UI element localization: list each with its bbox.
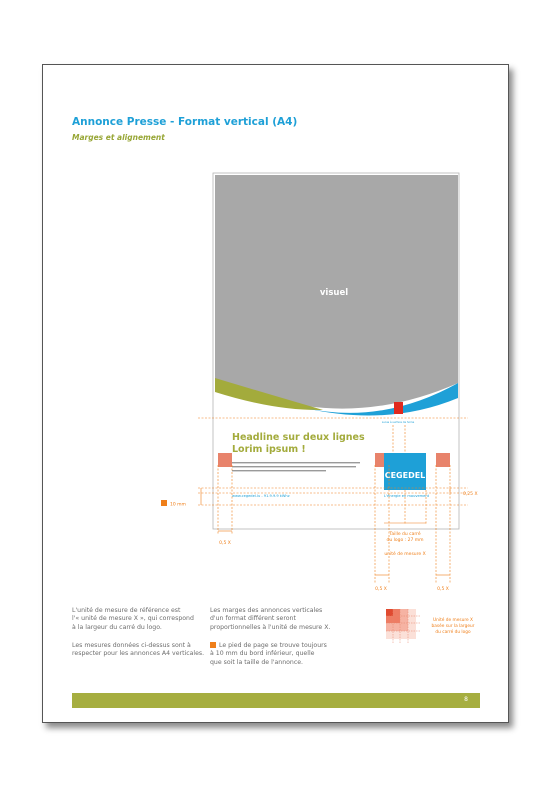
page-number: 8 — [464, 696, 468, 703]
taille-line1: Taille du carré — [389, 532, 421, 537]
unite-base-line2: basée sur la largeur — [431, 624, 475, 629]
col1-paragraph1: L'unité de mesure de référence est l'« unité de mesure X », qui correspond à la largeur du carré du logo. — [72, 607, 194, 631]
ten-mm-label: 10 mm — [170, 502, 186, 508]
logo-text: CEGEDEL — [384, 471, 426, 480]
unite-base-line1: Unité de mesure X — [433, 618, 473, 623]
ad-website: www.cegedel.lu - 91.9.9.9 kWhz — [232, 494, 290, 498]
page-title: Annonce Presse - Format vertical (A4) — [72, 116, 298, 128]
x05-right-label: 0,5 X — [437, 587, 449, 592]
unit-grid-illustration — [386, 609, 420, 643]
taille-line2: du logo : 27 mm — [386, 538, 424, 543]
margin-square-right — [436, 453, 450, 467]
unite-base-line3: du carré du logo — [435, 630, 471, 635]
col1-paragraph2: Les mesures données ci-dessus sont à respecter pour les annonces A4 verticales. — [72, 642, 205, 658]
ad-body-text — [232, 462, 360, 471]
page-subtitle: Marges et alignement — [72, 133, 165, 142]
ad-tagline: L'énergie en mouvement — [384, 494, 430, 498]
x05-left-label: 0,5 X — [219, 541, 231, 546]
col2-paragraph2: Le pied de page se trouve toujours à 10 mm du bord inférieur, quelle que soit la taille de l'annonce. — [210, 642, 327, 666]
small-logo-badge — [394, 402, 403, 414]
ad-headline-line2: Lorim ipsum ! — [232, 444, 306, 455]
document-page — [42, 64, 509, 723]
col2-paragraph1: Les marges des annonces verticales d'un format différent seront proportionnelles à l'unité de mesure X. — [210, 607, 331, 631]
footer-badge-icon — [210, 642, 216, 648]
margin-square-left — [218, 453, 232, 467]
ten-mm-badge — [161, 500, 167, 506]
visuel-label: visuel — [319, 288, 349, 298]
ad-headline-line1: Headline sur deux lignes — [232, 432, 365, 443]
unite-mesure-label: unité de mesure X — [384, 552, 426, 557]
small-logo-caption: Lucas à surface de home — [381, 421, 415, 424]
x025-label: 0,25 X — [463, 492, 478, 497]
footer-bar — [72, 693, 480, 708]
x05-mid-label: 0,5 X — [375, 587, 387, 592]
